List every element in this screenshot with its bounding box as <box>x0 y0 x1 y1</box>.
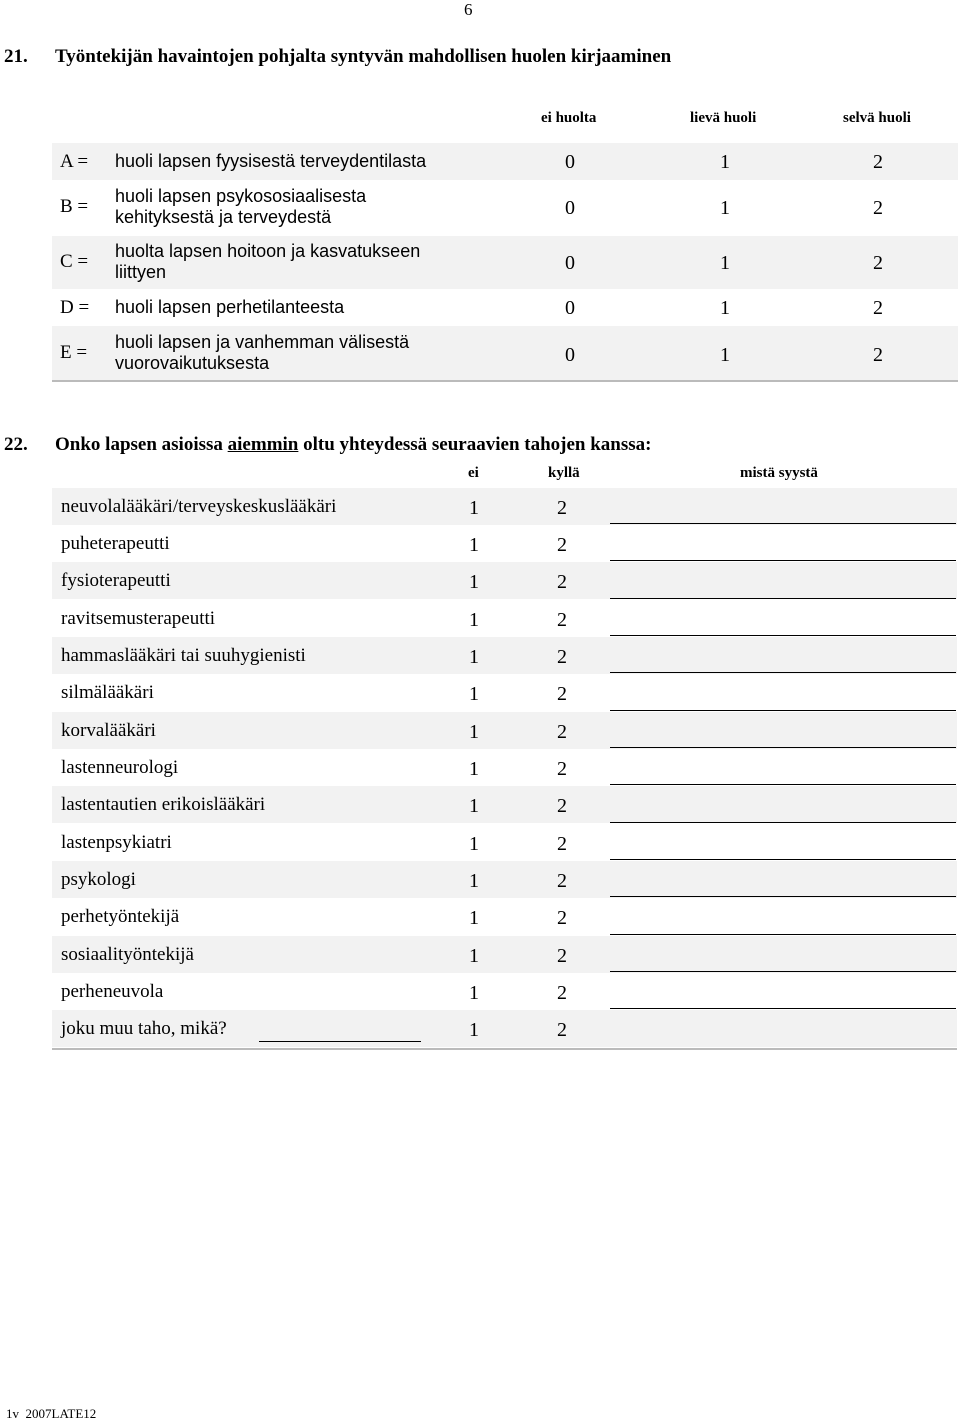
column-header-yes: kyllä <box>548 465 580 481</box>
source-label: korvalääkäri <box>61 720 156 741</box>
concern-text: huolta lapsen hoitoon ja kasvatukseen liittyen <box>115 241 421 282</box>
source-label: silmälääkäri <box>61 682 154 703</box>
option-yes[interactable]: 2 <box>557 721 567 743</box>
option-yes[interactable]: 2 <box>557 982 567 1004</box>
source-label: ravitsemusterapeutti <box>61 608 216 629</box>
q21-bottom-border <box>52 380 958 382</box>
concern-option-1[interactable]: 1 <box>720 197 730 219</box>
option-no[interactable]: 1 <box>469 534 479 556</box>
reason-input-line[interactable] <box>610 560 956 561</box>
source-label: neuvolalääkäri/terveyskeskuslääkäri <box>61 496 337 517</box>
source-label: perheneuvola <box>61 981 164 1002</box>
other-source-input-line[interactable] <box>259 1041 421 1042</box>
source-label: perhetyöntekijä <box>61 906 180 927</box>
reason-input-line[interactable] <box>610 710 956 711</box>
option-yes[interactable]: 2 <box>557 646 567 668</box>
option-yes[interactable]: 2 <box>557 683 567 705</box>
concern-option-0[interactable]: 0 <box>565 252 575 274</box>
question-22-title-emphasis: aiemmin <box>227 434 299 455</box>
option-no[interactable]: 1 <box>469 571 479 593</box>
option-no[interactable]: 1 <box>469 870 479 892</box>
source-label: psykologi <box>61 869 136 890</box>
concern-letter: A = <box>60 151 89 172</box>
concern-letter: B = <box>60 196 89 217</box>
source-label: joku muu taho, mikä? <box>61 1018 227 1039</box>
option-yes[interactable]: 2 <box>557 609 567 631</box>
option-no[interactable]: 1 <box>469 795 479 817</box>
concern-option-0[interactable]: 0 <box>565 297 575 319</box>
source-label: sosiaalityöntekijä <box>61 944 194 965</box>
option-yes[interactable]: 2 <box>557 534 567 556</box>
option-no[interactable]: 1 <box>469 1019 479 1041</box>
concern-option-2[interactable]: 2 <box>873 252 883 274</box>
concern-option-2[interactable]: 2 <box>873 344 883 366</box>
option-yes[interactable]: 2 <box>557 907 567 929</box>
option-yes[interactable]: 2 <box>557 758 567 780</box>
concern-text: huoli lapsen fyysisestä terveydentilasta <box>115 151 427 171</box>
concern-option-1[interactable]: 1 <box>720 252 730 274</box>
option-no[interactable]: 1 <box>469 609 479 631</box>
option-no[interactable]: 1 <box>469 721 479 743</box>
option-yes[interactable]: 2 <box>557 833 567 855</box>
question-22-title <box>55 434 652 456</box>
source-label: lastenpsykiatri <box>61 832 172 853</box>
concern-letter: C = <box>60 251 89 272</box>
option-no[interactable]: 1 <box>469 758 479 780</box>
concern-option-1[interactable]: 1 <box>720 151 730 173</box>
option-no[interactable]: 1 <box>469 907 479 929</box>
scale-header-clear-concern: selvä huoli <box>843 110 911 126</box>
option-no[interactable]: 1 <box>469 982 479 1004</box>
reason-input-line[interactable] <box>610 598 956 599</box>
source-label: lastentautien erikoislääkäri <box>61 794 266 815</box>
reason-input-line[interactable] <box>610 784 956 785</box>
reason-input-line[interactable] <box>610 934 956 935</box>
concern-text: huoli lapsen ja vanhemman välisestä vuorovaikutuksesta <box>115 332 410 373</box>
footer-code: 1v 2007LATE12 <box>6 1406 97 1421</box>
option-yes[interactable]: 2 <box>557 945 567 967</box>
q22-row-band <box>52 562 957 599</box>
question-22-number: 22. <box>4 434 28 455</box>
option-no[interactable]: 1 <box>469 945 479 967</box>
source-label: hammaslääkäri tai suuhygienisti <box>61 645 306 666</box>
reason-input-line[interactable] <box>610 896 956 897</box>
concern-letter: E = <box>60 342 88 363</box>
q22-row-band <box>52 712 957 749</box>
question-21-title: Työntekijän havaintojen pohjalta syntyvän mahdollisen huolen kirjaaminen <box>55 46 672 67</box>
option-yes[interactable]: 2 <box>557 1019 567 1041</box>
option-no[interactable]: 1 <box>469 683 479 705</box>
option-yes[interactable]: 2 <box>557 795 567 817</box>
option-yes[interactable]: 2 <box>557 870 567 892</box>
concern-option-0[interactable]: 0 <box>565 344 575 366</box>
question-22-title-part: Onko lapsen asioissa <box>55 434 228 455</box>
column-header-reason: mistä syystä <box>740 465 818 481</box>
scale-header-no-concern: ei huolta <box>541 110 597 126</box>
source-label: lastenneurologi <box>61 757 179 778</box>
concern-option-2[interactable]: 2 <box>873 151 883 173</box>
reason-input-line[interactable] <box>610 523 956 524</box>
column-header-no: ei <box>468 465 479 481</box>
concern-option-0[interactable]: 0 <box>565 197 575 219</box>
option-yes[interactable]: 2 <box>557 571 567 593</box>
concern-text: huoli lapsen psykososiaalisesta kehityksestä ja terveydestä <box>115 186 367 227</box>
question-22-title-part: oltu yhteydessä seuraavien tahojen kanssa: <box>298 434 652 455</box>
reason-input-line[interactable] <box>610 747 956 748</box>
page-number: 6 <box>464 0 473 19</box>
option-no[interactable]: 1 <box>469 833 479 855</box>
reason-input-line[interactable] <box>610 822 956 823</box>
q22-bottom-border <box>52 1048 957 1050</box>
reason-input-line[interactable] <box>610 971 956 972</box>
option-no[interactable]: 1 <box>469 497 479 519</box>
scale-header-mild-concern: lievä huoli <box>690 110 757 126</box>
source-label: fysioterapeutti <box>61 570 171 591</box>
reason-input-line[interactable] <box>610 859 956 860</box>
reason-input-line[interactable] <box>610 672 956 673</box>
reason-input-line[interactable] <box>610 635 956 636</box>
concern-text: huoli lapsen perhetilanteesta <box>115 297 345 317</box>
reason-input-line[interactable] <box>610 1008 956 1009</box>
concern-option-2[interactable]: 2 <box>873 297 883 319</box>
concern-option-2[interactable]: 2 <box>873 197 883 219</box>
concern-option-0[interactable]: 0 <box>565 151 575 173</box>
q22-row-band <box>52 861 957 898</box>
concern-letter: D = <box>60 297 90 318</box>
question-21-number: 21. <box>4 46 28 67</box>
source-label: puheterapeutti <box>61 533 170 554</box>
option-no[interactable]: 1 <box>469 646 479 668</box>
concern-option-1[interactable]: 1 <box>720 344 730 366</box>
option-yes[interactable]: 2 <box>557 497 567 519</box>
concern-option-1[interactable]: 1 <box>720 297 730 319</box>
